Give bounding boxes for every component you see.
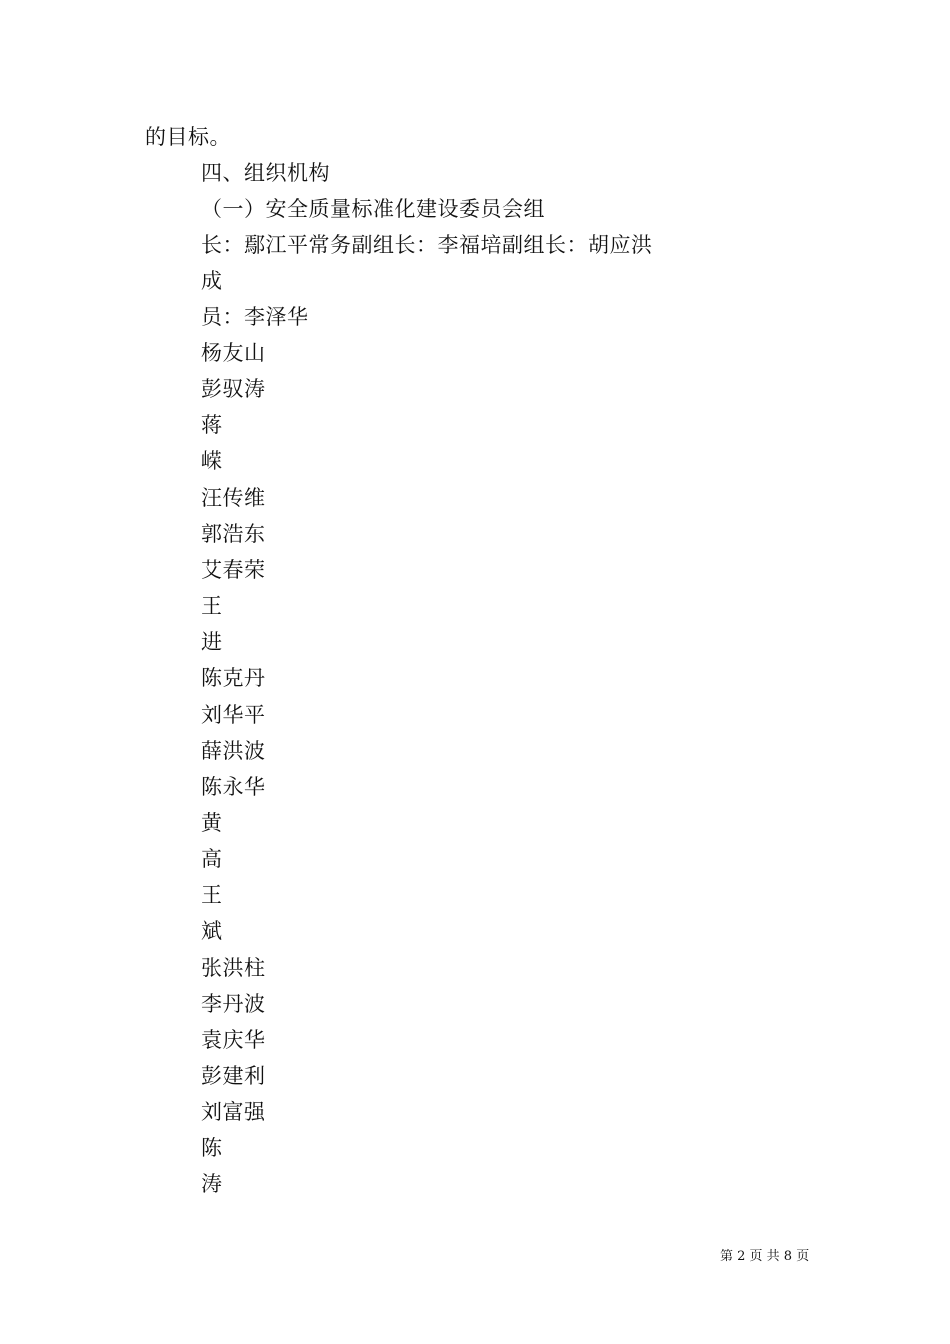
member-line: 王 (201, 883, 223, 907)
member-line: 彭驭涛 (201, 377, 266, 401)
member-line: 彭建利 (201, 1064, 266, 1088)
member-line: 汪传维 (201, 486, 266, 510)
member-line: 黄 (201, 811, 223, 835)
member-line: 陈克丹 (201, 666, 266, 690)
page-footer: 第 2 页 共 8 页 (720, 1249, 810, 1264)
subsection-heading: （一）安全质量标准化建设委员会组 (201, 197, 545, 221)
members-label-line: 成 (201, 269, 223, 293)
member-line: 王 (201, 594, 223, 618)
member-line: 刘富强 (201, 1100, 266, 1124)
member-line: 蒋 (201, 413, 223, 437)
member-line: 陈永华 (201, 775, 266, 799)
members-first-line: 员：李泽华 (201, 305, 309, 329)
member-line: 艾春荣 (201, 558, 266, 582)
member-line: 涛 (201, 1172, 223, 1196)
member-line: 斌 (201, 919, 223, 943)
member-line: 高 (201, 847, 223, 871)
member-line: 杨友山 (201, 341, 266, 365)
member-line: 嵘 (201, 449, 223, 473)
member-line: 李丹波 (201, 992, 266, 1016)
leaders-line: 长：鄢江平常务副组长：李福培副组长：胡应洪 (201, 233, 653, 257)
section-heading: 四、组织机构 (201, 161, 330, 185)
member-line: 进 (201, 630, 223, 654)
member-line: 刘华平 (201, 703, 266, 727)
member-line: 陈 (201, 1136, 223, 1160)
intro-tail-text: 的目标。 (145, 125, 231, 149)
member-line: 袁庆华 (201, 1028, 266, 1052)
member-line: 郭浩东 (201, 522, 266, 546)
member-line: 张洪柱 (201, 956, 266, 980)
member-line: 薛洪波 (201, 739, 266, 763)
